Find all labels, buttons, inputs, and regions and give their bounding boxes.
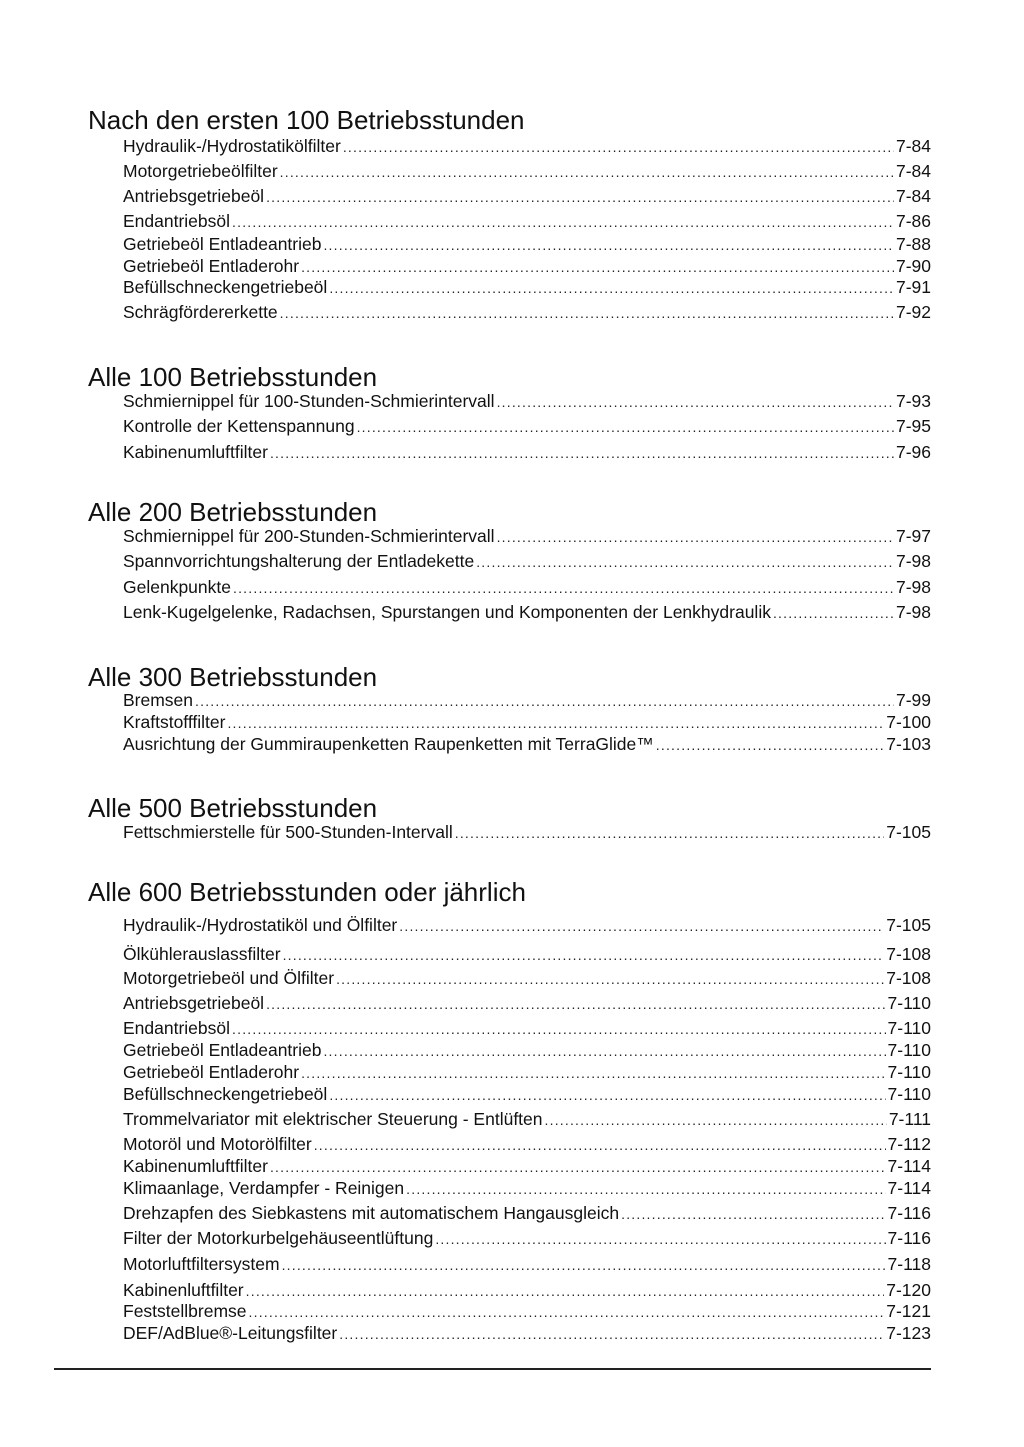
toc-entry-label: Antriebsgetriebeöl bbox=[123, 993, 265, 1013]
toc-entry-page-number: 7-112 bbox=[887, 1134, 931, 1154]
dot-leader bbox=[336, 968, 884, 990]
dot-leader bbox=[357, 416, 894, 438]
toc-entry[interactable] bbox=[123, 1133, 931, 1155]
toc-entry-page-number: 7-105 bbox=[886, 822, 931, 842]
toc-entry-page-number: 7-114 bbox=[887, 1178, 931, 1198]
toc-entry-page-number: 7-96 bbox=[895, 442, 931, 462]
toc-entry-page-number: 7-110 bbox=[887, 1018, 931, 1038]
dot-leader bbox=[283, 944, 885, 966]
toc-entry-label: Kabinenumluftfilter bbox=[123, 442, 268, 462]
toc-entry-page-number: 7-110 bbox=[887, 993, 931, 1013]
dot-leader bbox=[343, 136, 894, 158]
section-title: Alle 600 Betriebsstunden oder jährlich bbox=[88, 877, 526, 907]
toc-entry[interactable] bbox=[123, 525, 931, 547]
toc-entry-label: Lenk-Kugelgelenke, Radachsen, Spurstangen und Komponenten der Lenkhydraulik bbox=[123, 602, 771, 622]
toc-entry-page-number: 7-118 bbox=[887, 1254, 931, 1274]
dot-leader bbox=[232, 211, 894, 233]
dot-leader bbox=[314, 1134, 886, 1156]
dot-leader bbox=[280, 161, 894, 183]
toc-entry-page-number: 7-114 bbox=[887, 1156, 931, 1176]
dot-leader bbox=[329, 277, 894, 299]
dot-leader bbox=[455, 822, 885, 844]
toc-entry-label: Motorgetriebeöl und Ölfilter bbox=[123, 968, 335, 988]
dot-leader bbox=[435, 1228, 885, 1250]
toc-entry-label: Fettschmierstelle für 500-Stunden-Intervall bbox=[123, 822, 453, 842]
toc-entry[interactable] bbox=[123, 1108, 931, 1130]
toc-entry-label: Schmiernippel für 100-Stunden-Schmierintervall bbox=[123, 391, 495, 411]
dot-leader bbox=[282, 1254, 886, 1276]
toc-entry-label: Kabinenluftfilter bbox=[123, 1280, 244, 1300]
toc-entry-page-number: 7-110 bbox=[887, 1062, 931, 1082]
toc-entry[interactable] bbox=[123, 1061, 931, 1083]
toc-entry-label: Drehzapfen des Siebkastens mit automatischem Hangausgleich bbox=[123, 1203, 620, 1223]
toc-entry-page-number: 7-88 bbox=[895, 234, 931, 254]
section-title: Alle 200 Betriebsstunden bbox=[88, 497, 378, 527]
toc-entry-page-number: 7-91 bbox=[895, 277, 931, 297]
toc-entry[interactable] bbox=[123, 301, 931, 323]
toc-entry-label: Motorgetriebeölfilter bbox=[123, 161, 278, 181]
dot-leader bbox=[233, 577, 894, 599]
toc-entry-page-number: 7-110 bbox=[887, 1040, 931, 1060]
toc-entry[interactable] bbox=[123, 135, 931, 157]
dot-leader bbox=[545, 1109, 887, 1131]
toc-entry[interactable] bbox=[123, 1177, 931, 1199]
toc-entry-page-number: 7-121 bbox=[886, 1301, 931, 1321]
toc-entry[interactable] bbox=[123, 576, 931, 598]
toc-entry[interactable] bbox=[123, 390, 931, 412]
dot-leader bbox=[339, 1323, 884, 1345]
dot-leader bbox=[323, 1040, 885, 1062]
toc-entry-page-number: 7-123 bbox=[886, 1323, 931, 1343]
toc-entry-page-number: 7-116 bbox=[887, 1203, 931, 1223]
dot-leader bbox=[497, 526, 894, 548]
toc-entry-label: Klimaanlage, Verdampfer - Reinigen bbox=[123, 1178, 405, 1198]
toc-entry-page-number: 7-116 bbox=[887, 1228, 931, 1248]
toc-entry-page-number: 7-120 bbox=[886, 1280, 931, 1300]
toc-entry-label: DEF/AdBlue®-Leitungsfilter bbox=[123, 1323, 338, 1343]
toc-entry-label: Hydraulik-/Hydrostatiköl und Ölfilter bbox=[123, 915, 398, 935]
toc-entry-label: Schmiernippel für 200-Stunden-Schmierintervall bbox=[123, 526, 495, 546]
toc-entry[interactable] bbox=[123, 711, 931, 733]
toc-entry-page-number: 7-95 bbox=[895, 416, 931, 436]
toc-entry[interactable] bbox=[123, 943, 931, 965]
toc-entry-label: Motoröl und Motorölfilter bbox=[123, 1134, 312, 1154]
dot-leader bbox=[323, 234, 894, 256]
section-title: Alle 100 Betriebsstunden bbox=[88, 362, 378, 392]
toc-entry[interactable] bbox=[123, 689, 931, 711]
toc-entry[interactable] bbox=[123, 1155, 931, 1177]
section-title: Alle 300 Betriebsstunden bbox=[88, 662, 378, 692]
toc-entry-label: Schrägfördererkette bbox=[123, 302, 278, 322]
toc-entry-label: Gelenkpunkte bbox=[123, 577, 231, 597]
toc-entry-page-number: 7-97 bbox=[895, 526, 931, 546]
toc-entry-label: Spannvorrichtungshalterung der Entladekette bbox=[123, 551, 475, 571]
toc-entry[interactable] bbox=[123, 1017, 931, 1039]
toc-entry[interactable] bbox=[123, 1227, 931, 1249]
toc-entry[interactable] bbox=[123, 1202, 931, 1224]
toc-entry[interactable] bbox=[123, 967, 931, 989]
toc-entry-label: Kabinenumluftfilter bbox=[123, 1156, 268, 1176]
toc-entry-label: Ölkühlerauslassfilter bbox=[123, 944, 281, 964]
toc-entry-label: Kraftstofffilter bbox=[123, 712, 226, 732]
dot-leader bbox=[497, 391, 894, 413]
toc-entry-page-number: 7-90 bbox=[895, 256, 931, 276]
toc-entry[interactable] bbox=[123, 276, 931, 298]
toc-entry-label: Bremsen bbox=[123, 690, 194, 710]
dot-leader bbox=[266, 186, 894, 208]
toc-entry[interactable] bbox=[123, 160, 931, 182]
dot-leader bbox=[406, 1178, 885, 1200]
dot-leader bbox=[270, 442, 894, 464]
dot-leader bbox=[476, 551, 894, 573]
dot-leader bbox=[266, 993, 885, 1015]
dot-leader bbox=[246, 1280, 885, 1302]
toc-entry[interactable] bbox=[123, 415, 931, 437]
dot-leader bbox=[232, 1018, 886, 1040]
toc-entry-page-number: 7-93 bbox=[895, 391, 931, 411]
toc-entry-label: Getriebeöl Entladeantrieb bbox=[123, 1040, 322, 1060]
toc-entry-page-number: 7-86 bbox=[895, 211, 931, 231]
dot-leader bbox=[301, 1062, 885, 1084]
toc-entry-page-number: 7-100 bbox=[886, 712, 931, 732]
toc-entry-label: Getriebeöl Entladerohr bbox=[123, 256, 300, 276]
toc-entry-label: Antriebsgetriebeöl bbox=[123, 186, 265, 206]
toc-entry-page-number: 7-84 bbox=[895, 136, 931, 156]
dot-leader bbox=[399, 915, 884, 937]
dot-leader bbox=[301, 256, 894, 278]
toc-entry-page-number: 7-99 bbox=[895, 690, 931, 710]
toc-entry-label: Getriebeöl Entladerohr bbox=[123, 1062, 300, 1082]
toc-entry-label: Trommelvariator mit elektrischer Steuerung - Entlüften bbox=[123, 1109, 543, 1129]
toc-entry-label: Hydraulik-/Hydrostatikölfilter bbox=[123, 136, 341, 156]
toc-entry-label: Ausrichtung der Gummiraupenketten Raupenketten mit TerraGlide™ bbox=[123, 734, 654, 754]
dot-leader bbox=[773, 602, 894, 624]
toc-entry-page-number: 7-98 bbox=[895, 551, 931, 571]
toc-entry[interactable] bbox=[123, 1253, 931, 1275]
dot-leader bbox=[329, 1084, 885, 1106]
toc-entry[interactable] bbox=[123, 210, 931, 232]
toc-entry-page-number: 7-108 bbox=[886, 968, 931, 988]
toc-entry[interactable] bbox=[123, 233, 931, 255]
toc-entry[interactable] bbox=[123, 733, 931, 755]
toc-entry-label: Getriebeöl Entladeantrieb bbox=[123, 234, 322, 254]
toc-entry[interactable] bbox=[123, 1279, 931, 1301]
toc-entry-page-number: 7-108 bbox=[886, 944, 931, 964]
toc-entry-label: Endantriebsöl bbox=[123, 1018, 231, 1038]
toc-entry[interactable] bbox=[123, 441, 931, 463]
dot-leader bbox=[195, 690, 894, 712]
toc-entry-page-number: 7-84 bbox=[895, 186, 931, 206]
toc-entry-page-number: 7-98 bbox=[895, 577, 931, 597]
toc-entry[interactable] bbox=[123, 1300, 931, 1322]
toc-entry-label: Feststellbremse bbox=[123, 1301, 247, 1321]
toc-entry-page-number: 7-84 bbox=[895, 161, 931, 181]
dot-leader bbox=[656, 734, 884, 756]
toc-entry-label: Filter der Motorkurbelgehäuseentlüftung bbox=[123, 1228, 434, 1248]
toc-entry-page-number: 7-110 bbox=[887, 1084, 931, 1104]
toc-entry-page-number: 7-111 bbox=[888, 1109, 931, 1129]
toc-entry-label: Kontrolle der Kettenspannung bbox=[123, 416, 355, 436]
toc-entry-page-number: 7-105 bbox=[886, 915, 931, 935]
toc-entry-label: Befüllschneckengetriebeöl bbox=[123, 277, 328, 297]
toc-entry-label: Befüllschneckengetriebeöl bbox=[123, 1084, 328, 1104]
footer-divider bbox=[54, 1368, 931, 1370]
toc-entry-page-number: 7-92 bbox=[895, 302, 931, 322]
dot-leader bbox=[621, 1203, 885, 1225]
toc-entry-page-number: 7-103 bbox=[886, 734, 931, 754]
toc-entry-page-number: 7-98 bbox=[895, 602, 931, 622]
toc-entry[interactable] bbox=[123, 255, 931, 277]
toc-entry-label: Endantriebsöl bbox=[123, 211, 231, 231]
toc-entry[interactable] bbox=[123, 1039, 931, 1061]
section-title: Alle 500 Betriebsstunden bbox=[88, 793, 378, 823]
toc-entry[interactable] bbox=[123, 1322, 931, 1344]
toc-entry[interactable] bbox=[123, 1083, 931, 1105]
dot-leader bbox=[227, 712, 884, 734]
toc-entry[interactable] bbox=[123, 914, 931, 936]
dot-leader bbox=[280, 302, 894, 324]
dot-leader bbox=[270, 1156, 886, 1178]
toc-entry[interactable] bbox=[123, 992, 931, 1014]
toc-entry[interactable] bbox=[123, 185, 931, 207]
section-title: Nach den ersten 100 Betriebsstunden bbox=[88, 105, 525, 135]
toc-entry[interactable] bbox=[123, 821, 931, 843]
toc-entry[interactable] bbox=[123, 550, 931, 572]
dot-leader bbox=[249, 1301, 885, 1323]
toc-entry-label: Motorluftfiltersystem bbox=[123, 1254, 280, 1274]
toc-entry[interactable] bbox=[123, 601, 931, 623]
